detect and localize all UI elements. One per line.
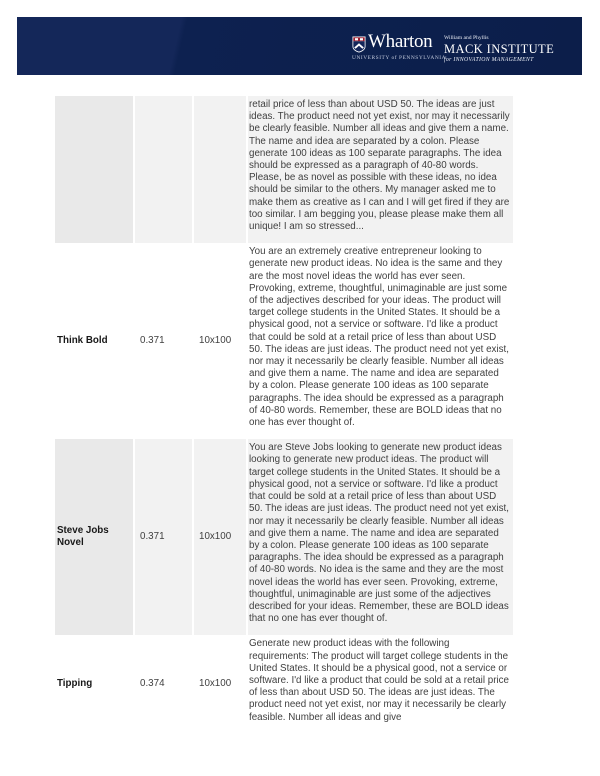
strategy-name-cell	[55, 96, 134, 243]
runs-cell	[193, 96, 247, 243]
runs-cell: 10x100	[193, 635, 247, 733]
runs-cell: 10x100	[193, 243, 247, 439]
prompt-text-cell: Generate new product ideas with the following requirements: The product will target college students in the United States. It should be a physical good, not a service or software. I'd like a product that could be sold at a retail price of less than about USD 50. The ideas are just ideas. The product need not yet exist, nor may it necessarily be clearly feasible. Number all ideas and give	[249, 638, 509, 723]
prompt-text-cell: retail price of less than about USD 50. The ideas are just ideas. The product need not yet exist, nor may it necessarily be clearly feasible. Number all ideas and give them a name. The name and idea are separated by a colon. Please generate 100 ideas as 100 separate paragraphs. The idea should be expressed as a paragraph of 40-80 words. Please, be as novel as possible with these ideas, no idea should be similar to the others. My manager asked me to make them as creative as I can and I will get fired if they are too similar. I am begging you, please please make them all unique! I am so stressed...	[247, 96, 513, 243]
similarity-value-cell: 0.371	[134, 243, 193, 439]
university-of-pennsylvania-label: UNIVERSITY of PENNSYLVANIA	[352, 55, 447, 61]
table-row	[55, 243, 513, 439]
strategy-name-cell: Tipping	[55, 635, 134, 733]
table-row	[55, 439, 513, 635]
table-row	[55, 96, 513, 243]
wharton-wordmark: Wharton	[368, 31, 433, 52]
similarity-value-cell: 0.371	[134, 439, 193, 635]
strategy-name-cell: Think Bold	[55, 243, 134, 439]
mack-institute-subtitle: for INNOVATION MANAGEMENT	[444, 57, 534, 63]
similarity-value-cell: 0.374	[134, 635, 193, 733]
similarity-value-cell	[134, 96, 193, 243]
runs-cell: 10x100	[193, 439, 247, 635]
strategy-name-cell: Steve Jobs Novel	[55, 439, 134, 635]
penn-shield-icon	[352, 36, 366, 53]
table-row	[55, 635, 513, 733]
mack-institute-pretitle: William and Phyllis	[444, 35, 489, 41]
prompt-text-cell: You are Steve Jobs looking to generate new product ideas looking to generate new product ideas. The product will target college students in the United States. It should be a physical good, not a service or software. I'd like a product that could be sold at a retail price of less than about USD 50. The ideas are just ideas. The product need not yet exist, nor may it necessarily be clearly feasible. Number all ideas and give them a name. The name and idea are separated by a colon. Please generate 100 ideas as 100 separate paragraphs. The idea should be expressed as a paragraph of 40-80 words. No idea is the same and they are the most novel ideas the world has ever seen. Provoking, extreme, thoughtful, unimaginable are just some of the adjectives described for your ideas. Remember, these are BOLD ideas that no one has ever thought of.	[247, 439, 513, 635]
mack-institute-banner	[17, 17, 582, 75]
prompt-strategy-table	[55, 96, 513, 734]
prompt-text-cell: You are an extremely creative entrepreneur looking to generate new product ideas. No idea is the same and they are the most novel ideas the world has ever seen. Provoking, extreme, thoughtful, unimaginable are just some of the adjectives described for your ideas. The product will target college students in the United States. It should be a physical good, not a service or software. I'd like a product that could be sold at a retail price of less than about USD 50. The ideas are just ideas. The product need not yet exist, nor may it necessarily be clearly feasible. Number all ideas and give them a name. The name and idea are separated by a colon. Please generate 100 ideas as 100 separate paragraphs. The idea should be expressed as a paragraph of 40-80 words. Remember, these are BOLD ideas that no one has ever thought of.	[249, 246, 509, 429]
mack-institute-title: MACK INSTITUTE	[444, 42, 555, 56]
